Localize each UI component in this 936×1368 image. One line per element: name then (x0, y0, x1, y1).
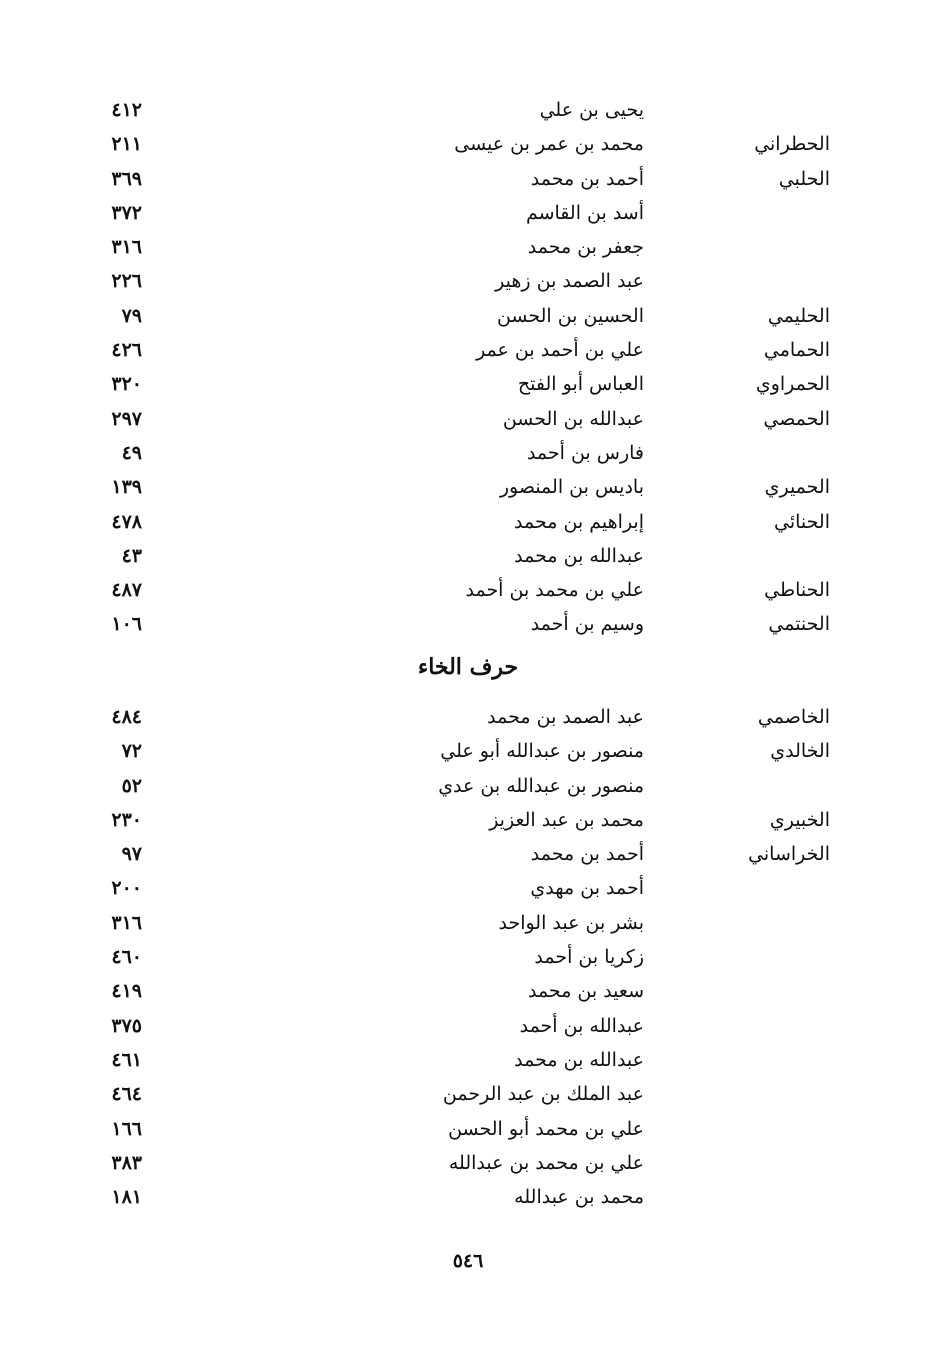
entry-page-number: ٣٢٠ (111, 373, 142, 396)
entry-page-number: ٤٦١ (111, 1048, 142, 1071)
entry-name: محمد بن عمر بن عيسى (454, 133, 644, 156)
entry-name: عبدالله بن محمد (514, 544, 644, 567)
index-entry (0, 573, 936, 607)
entry-page-number: ٤٧٨ (111, 510, 142, 533)
entry-nisba: الحمصي (763, 407, 830, 430)
entry-page-number: ٣٨٣ (111, 1151, 142, 1174)
entry-page-number: ١٦٦ (111, 1117, 142, 1140)
index-entry (0, 1112, 936, 1146)
entry-page-number: ٤٦٤ (111, 1083, 142, 1106)
index-entry (0, 1043, 936, 1077)
section-title: حرف الخاء (417, 654, 519, 680)
index-entry (0, 230, 936, 264)
entry-page-number: ٩٧ (121, 843, 142, 866)
entry-nisba: الحناطي (764, 579, 830, 602)
index-entry (0, 734, 936, 768)
entry-nisba: الحلبي (778, 167, 830, 190)
page-number: ٥٤٦ (452, 1250, 484, 1272)
entry-page-number: ٢٠٠ (111, 877, 142, 900)
entry-page-number: ٣٧٥ (111, 1014, 142, 1037)
entry-page-number: ١٣٩ (111, 476, 142, 499)
entry-page-number: ٢١١ (111, 133, 142, 156)
index-entry (0, 162, 936, 196)
index-entry (0, 871, 936, 905)
entry-page-number: ٤٩ (121, 441, 142, 464)
entry-nisba: الحنائي (774, 510, 830, 533)
entry-page-number: ٤٦٠ (111, 946, 142, 969)
index-entry (0, 1009, 936, 1043)
entry-nisba: الخالدي (770, 740, 830, 763)
index-entry (0, 333, 936, 367)
index-section-kha (0, 700, 936, 1214)
entry-nisba: الحنتمي (768, 613, 830, 636)
entry-name: منصور بن عبدالله بن عدي (438, 774, 644, 797)
entry-page-number: ١٨١ (111, 1186, 142, 1209)
entry-name: فارس بن أحمد (526, 441, 644, 464)
entry-page-number: ٢٣٠ (111, 808, 142, 831)
index-entry (0, 769, 936, 803)
entry-page-number: ٤١٩ (111, 980, 142, 1003)
entry-name: الحسين بن الحسن (496, 304, 644, 327)
entry-name: محمد بن عبدالله (514, 1186, 644, 1209)
entry-name: أسد بن القاسم (525, 201, 644, 224)
entry-nisba: الحليمي (767, 304, 830, 327)
entry-name: عبدالله بن محمد (514, 1048, 644, 1071)
entry-nisba: الخاصمي (757, 706, 830, 728)
entry-name: علي بن محمد بن عبدالله (448, 1151, 644, 1174)
entry-name: سعيد بن محمد (527, 980, 644, 1003)
entry-name: إبراهيم بن محمد (514, 510, 644, 533)
entry-name: منصور بن عبدالله أبو علي (440, 740, 644, 763)
entry-name: محمد بن عبد العزيز (489, 808, 644, 831)
entry-name: وسيم بن أحمد (530, 613, 644, 636)
entry-page-number: ٣١٦ (111, 911, 142, 934)
entry-page-number: ٧٢ (121, 740, 142, 763)
index-entry (0, 837, 936, 871)
entry-page-number: ٥٢ (121, 774, 142, 797)
entry-name: علي بن محمد بن أحمد (465, 579, 644, 602)
index-entry (0, 700, 936, 734)
entry-page-number: ١٠٦ (111, 613, 142, 636)
entry-name: جعفر بن محمد (527, 236, 644, 259)
index-entry (0, 906, 936, 940)
entry-page-number: ٣٦٩ (111, 167, 142, 190)
entry-name: عبد الصمد بن زهير (495, 270, 644, 293)
entry-page-number: ٤٢٦ (111, 339, 142, 362)
index-entry (0, 402, 936, 436)
entry-page-number: ٣١٦ (111, 236, 142, 259)
entry-name: أحمد بن محمد (530, 843, 644, 866)
entry-name: أحمد بن محمد (530, 167, 644, 190)
entry-name: علي بن أحمد بن عمر (476, 339, 644, 362)
index-entry (0, 539, 936, 573)
index-section-ha (0, 93, 936, 642)
entry-name: علي بن محمد أبو الحسن (448, 1117, 644, 1140)
entry-name: بشر بن عبد الواحد (498, 911, 644, 934)
index-entry (0, 1180, 936, 1214)
entry-name: زكريا بن أحمد (534, 946, 644, 969)
index-entry (0, 299, 936, 333)
index-entry (0, 505, 936, 539)
entry-nisba: الحميري (764, 476, 830, 499)
entry-page-number: ٣٧٢ (111, 201, 142, 224)
index-entry (0, 196, 936, 230)
entry-name: عبدالله بن الحسن (502, 407, 644, 430)
index-entry (0, 1146, 936, 1180)
index-entry (0, 803, 936, 837)
entry-nisba: الحمراوي (755, 373, 830, 396)
index-entry (0, 93, 936, 127)
entry-page-number: ٢٢٦ (111, 270, 142, 293)
entry-nisba: الحطراني (754, 133, 830, 156)
entry-name: عبد الملك بن عبد الرحمن (442, 1083, 644, 1106)
entry-page-number: ٤٨٤ (111, 706, 142, 728)
index-entry (0, 127, 936, 161)
entry-name: عبد الصمد بن محمد (487, 706, 644, 728)
entry-page-number: ٤٨٧ (111, 579, 142, 602)
index-entry (0, 974, 936, 1008)
index-entry (0, 264, 936, 298)
index-entry (0, 1077, 936, 1111)
entry-name: العباس أبو الفتح (517, 373, 644, 396)
index-entry (0, 470, 936, 504)
entry-page-number: ٢٩٧ (111, 407, 142, 430)
index-entry (0, 436, 936, 470)
index-entry (0, 367, 936, 401)
entry-nisba: الخراساني (748, 843, 830, 866)
entry-nisba: الخبيري (769, 808, 830, 831)
entry-page-number: ٤٣ (121, 544, 142, 567)
entry-name: عبدالله بن أحمد (519, 1014, 644, 1037)
index-entry (0, 607, 936, 641)
entry-name: أحمد بن مهدي (530, 877, 644, 900)
entry-page-number: ٧٩ (121, 304, 142, 327)
index-entry (0, 940, 936, 974)
entry-name: يحيى بن علي (539, 99, 644, 121)
entry-name: باديس بن المنصور (499, 476, 644, 499)
entry-nisba: الحمامي (763, 339, 830, 362)
entry-page-number: ٤١٢ (111, 99, 142, 121)
